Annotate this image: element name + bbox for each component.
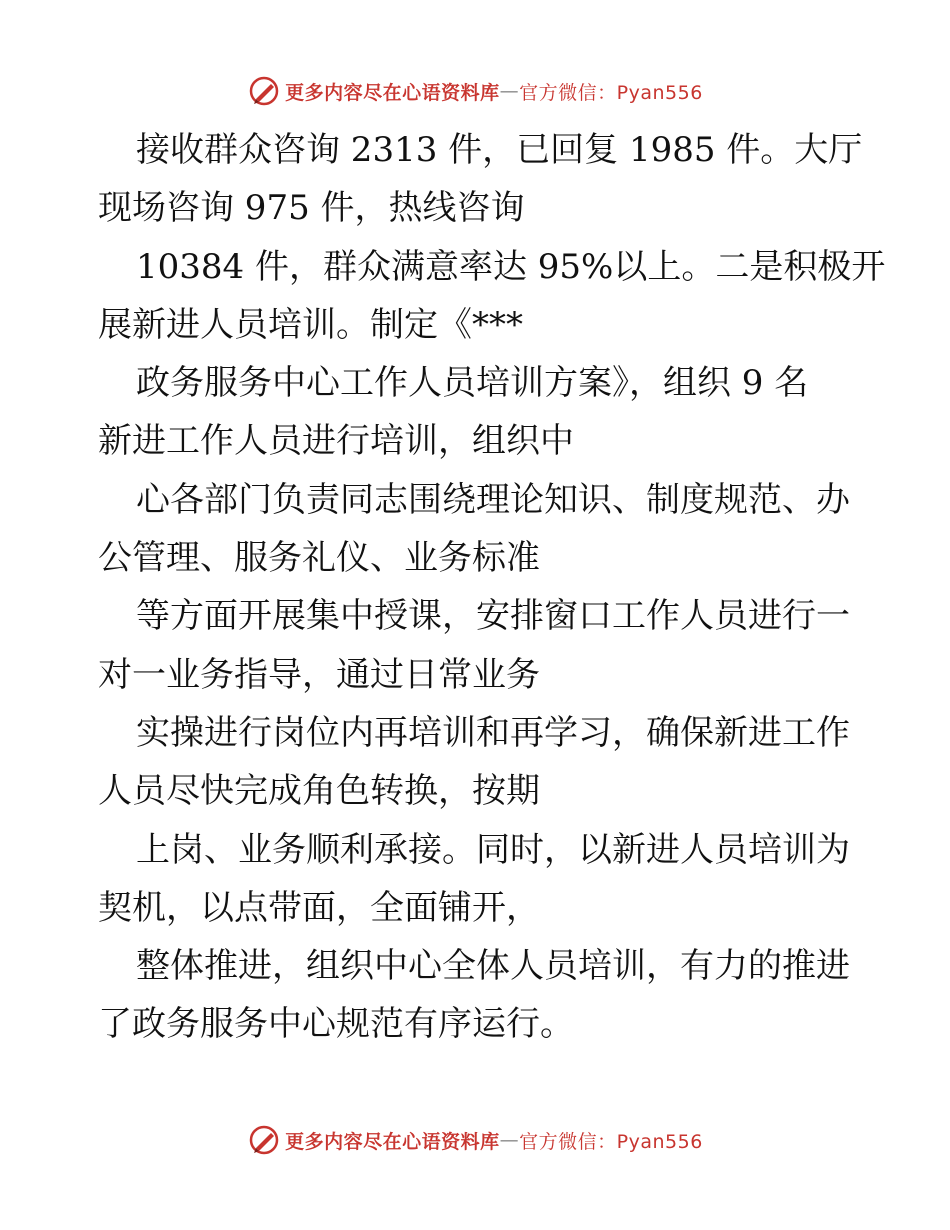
paragraph-line: 心各部门负责同志围绕理论知识、制度规范、办	[136, 479, 850, 520]
paragraph-line: 展新进人员培训。制定《***	[98, 304, 523, 345]
paragraph-line: 整体推进，组织中心全体人员培训，有力的推进	[136, 946, 850, 987]
banner-brand-text: 更多内容尽在心语资料库	[285, 1130, 500, 1153]
paragraph-line: 等方面开展集中授课，安排窗口工作人员进行一	[136, 596, 850, 637]
paragraph-line: 10384 件，群众满意率达 95%以上。二是积极开	[136, 246, 886, 287]
paragraph-line: 接收群众咨询 2313 件，已回复 1985 件。大厅	[136, 130, 863, 170]
banner-separator: —	[499, 1129, 520, 1151]
paragraph-line: 公管理、服务礼仪、业务标准	[98, 538, 540, 579]
footer-watermark-banner	[0, 1120, 950, 1160]
paragraph-line: 新进工作人员进行培训，组织中	[98, 421, 574, 462]
paragraph-line: 上岗、业务顺利承接。同时，以新进人员培训为	[136, 829, 850, 870]
banner-brand-text: 更多内容尽在心语资料库	[285, 81, 500, 104]
paragraph-line: 人员尽快完成角色转换，按期	[98, 771, 540, 812]
paragraph-line: 对一业务指导，通过日常业务	[98, 654, 540, 695]
pen-circle-logo-icon	[247, 74, 281, 108]
paragraph-line: 契机，以点带面，全面铺开，	[98, 887, 540, 928]
banner-wechat-text: 官方微信：Pyan556	[519, 1130, 703, 1153]
document-body	[98, 121, 886, 1054]
banner-wechat-text: 官方微信：Pyan556	[519, 81, 703, 104]
paragraph-line: 实操进行岗位内再培训和再学习，确保新进工作	[136, 712, 850, 753]
banner-separator: —	[499, 80, 520, 102]
paragraph-line: 了政务服务中心规范有序运行。	[98, 1004, 574, 1045]
header-watermark-banner	[0, 71, 950, 111]
paragraph-line: 现场咨询 975 件，热线咨询	[98, 188, 525, 229]
pen-circle-logo-icon	[247, 1123, 281, 1157]
paragraph-line: 政务服务中心工作人员培训方案》，组织 9 名	[136, 363, 809, 404]
